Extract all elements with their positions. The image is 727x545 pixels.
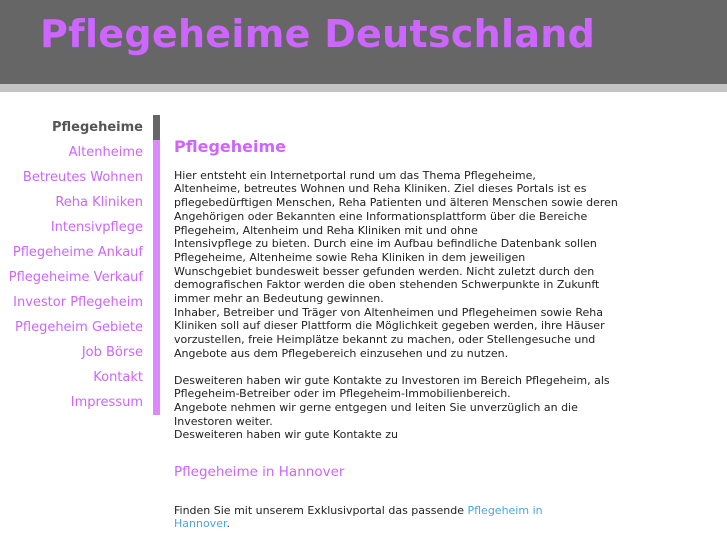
hannover-paragraph: [174, 504, 594, 531]
text-line: vorzustellen, freie Heimplätze bekannt zu machen, oder Stellengesuche und: [174, 333, 596, 347]
text-line: Desweiteren haben wir gute Kontakte zu Investoren im Bereich Pflegeheim, als: [174, 373, 610, 387]
nav-item-pflegeheim-gebiete[interactable]: Pflegeheim Gebiete: [0, 315, 160, 340]
main-content: [174, 137, 618, 544]
site-title: Pflegeheime Deutschland: [40, 12, 596, 56]
sidebar-nav: [0, 115, 160, 415]
text-line: Investoren weiter.: [174, 414, 273, 428]
text-line: Inhaber, Betreiber und Träger von Altenheimen und Pflegeheimen sowie Reha: [174, 305, 603, 319]
text-line: Intensivpflege zu bieten. Durch eine im Aufbau befindliche Datenbank sollen: [174, 237, 597, 251]
text-line: Hier entsteht ein Internetportal rund um das Thema Pflegeheime,: [174, 168, 536, 182]
text-line: Pflegeheime, Altenheime sowie Reha Kliniken in dem jeweiligen: [174, 250, 526, 264]
nav-item-pflegeheime-verkauf[interactable]: Pflegeheime Verkauf: [0, 265, 160, 290]
nav-item-pflegeheime-ankauf[interactable]: Pflegeheime Ankauf: [0, 240, 160, 265]
header: [0, 0, 727, 84]
text-line: Pflegeheim-Betreiber oder im Pflegeheim-Immobilienbereich.: [174, 387, 511, 401]
nav-item-investor-pflegeheim[interactable]: Investor Pflegeheim: [0, 290, 160, 315]
investor-paragraph: [174, 373, 610, 443]
text-line: Kliniken soll auf dieser Plattform die Möglichkeit gegeben werden, ihre Häuser: [174, 319, 605, 333]
header-divider: [0, 84, 727, 92]
text-line: Desweiteren haben wir gute Kontakte zu: [174, 428, 399, 442]
nav-item-altenheime[interactable]: Altenheime: [0, 140, 160, 165]
intro-paragraph: [174, 168, 618, 361]
nav-item-job-börse[interactable]: Job Börse: [0, 340, 160, 365]
nav-item-pflegeheime[interactable]: Pflegeheime: [0, 115, 160, 140]
text-line: Pflegeheim, Altenheim und Reha Kliniken mit und ohne: [174, 223, 478, 237]
nav-item-intensivpflege[interactable]: Intensivpflege: [0, 215, 160, 240]
text-line: demografischen Faktor werden die oben stehenden Schwerpunkte in Zukunft: [174, 278, 600, 292]
nav-item-reha-kliniken[interactable]: Reha Kliniken: [0, 190, 160, 215]
nav-item-kontakt[interactable]: Kontakt: [0, 365, 160, 390]
text-line: Angebote aus dem Pflegebereich einzusehen und zu nutzen.: [174, 346, 509, 360]
hannover-text: Finden Sie mit unserem Exklusivportal das passende: [174, 503, 468, 517]
nav-item-impressum[interactable]: Impressum: [0, 390, 160, 415]
text-line: Angebote nehmen wir gerne entgegen und leiten Sie unverzüglich an die: [174, 400, 578, 414]
text-line: Angehörigen oder Bekannten eine Informationsplattform über die Bereiche: [174, 209, 588, 223]
nav-item-betreutes-wohnen[interactable]: Betreutes Wohnen: [0, 165, 160, 190]
text-line: pflegebedürftigen Menschen, Reha Patienten und älteren Menschen sowie deren: [174, 196, 618, 210]
text-line: Wunschgebiet bundesweit besser gefunden werden. Nicht zuletzt durch den: [174, 264, 595, 278]
hannover-text-end: .: [226, 517, 230, 531]
page-heading: Pflegeheime: [174, 137, 286, 156]
hannover-heading: Pflegeheime in Hannover: [174, 464, 345, 481]
text-line: immer mehr an Bedeutung gewinnen.: [174, 292, 384, 306]
text-line: Altenheime, betreutes Wohnen und Reha Kliniken. Ziel dieses Portals ist es: [174, 182, 587, 196]
pflegeheim-hannover-link[interactable]: Pflegeheim in Hannover: [174, 503, 543, 531]
